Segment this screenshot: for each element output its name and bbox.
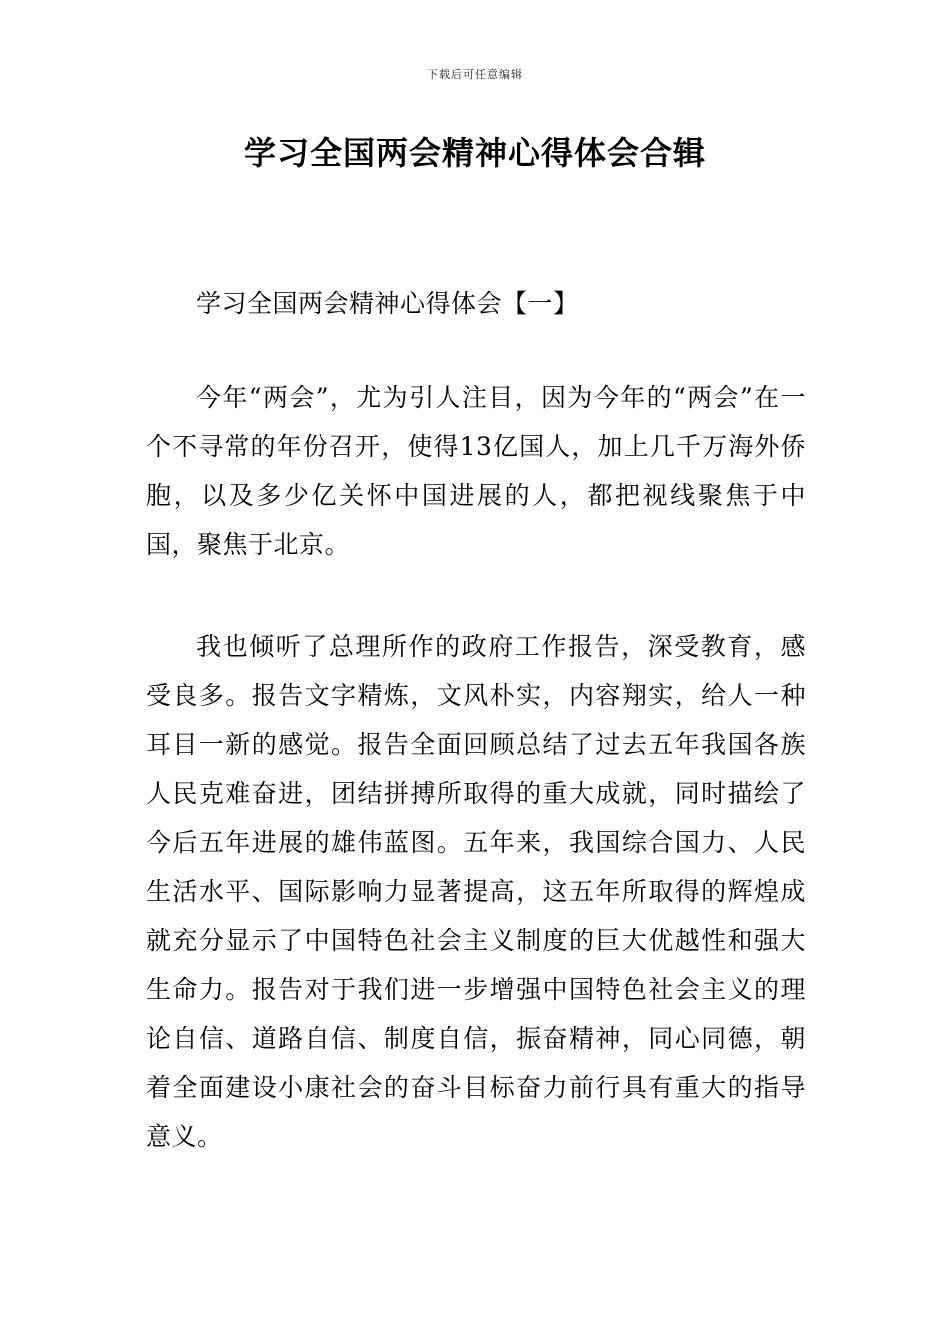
body-paragraph-1: 今年“两会”，尤为引人注目，因为今年的“两会”在一个不寻常的年份召开，使得13亿国人，加上几千万海外侨胞，以及多少亿关怀中国进展的人，都把视线聚焦于中国，聚焦于北京。 (146, 383, 806, 559)
body-paragraph-2: 我也倾听了总理所作的政府工作报告，深受教育，感受良多。报告文字精炼，文风朴实，内容翔实，给人一种耳目一新的感觉。报告全面回顾总结了过去五年我国各族人民克难奋进，团结拼搏所取得的重大成就，同时描绘了今后五年进展的雄伟蓝图。五年来，我国综合国力、人民生活水平、国际影响力显著提高，这五年所取得的辉煌成就充分显示了中国特色社会主义制度的巨大优越性和强大生命力。报告对于我们进一步增强中国特色社会主义的理论自信、道路自信、制度自信，振奋精神，同心同德，朝着全面建设小康社会的奋斗目标奋力前行具有重大的指导意义。 (146, 632, 806, 1151)
section-heading: 学习全国两会精神心得体会【一】 (196, 289, 579, 318)
document-title: 学习全国两会精神心得体会合辑 (243, 134, 706, 172)
header-note: 下载后可任意编辑 (427, 68, 523, 81)
